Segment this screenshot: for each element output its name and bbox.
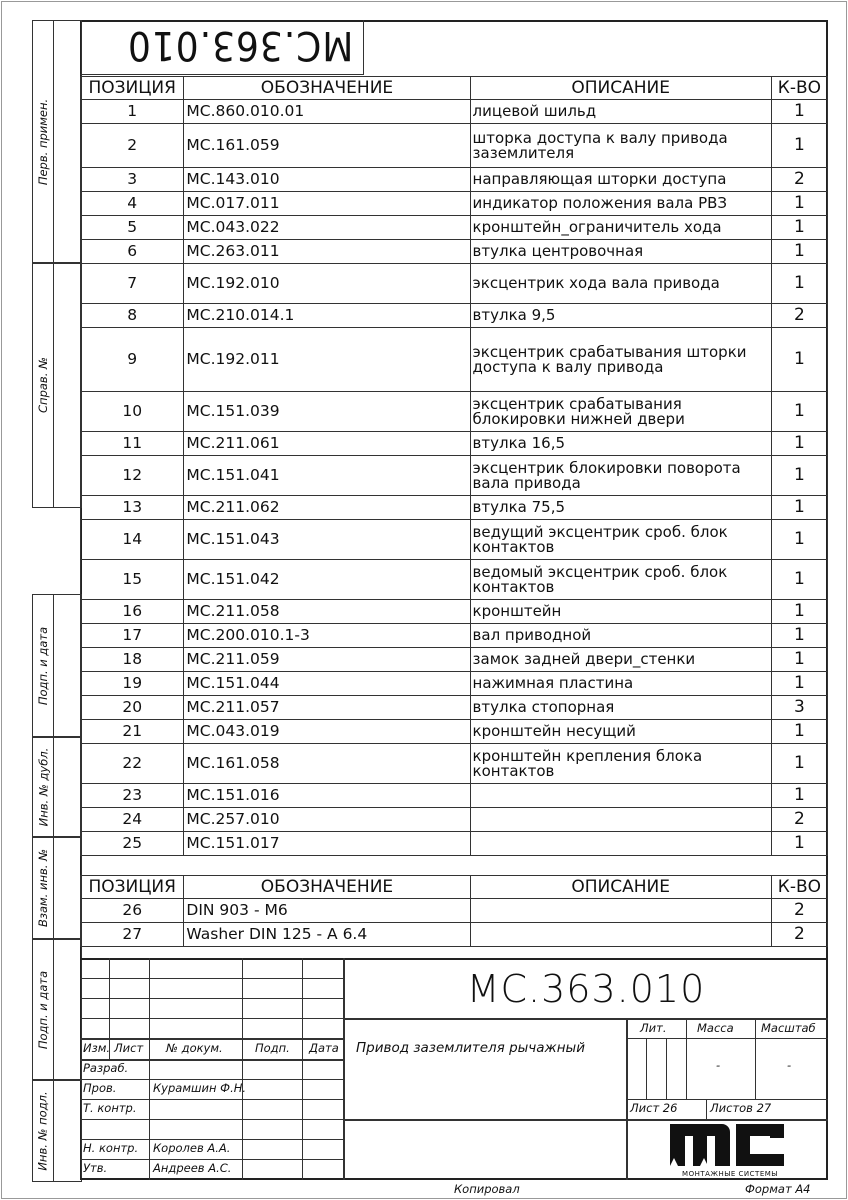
row-designation: МС.151.044 (184, 672, 470, 696)
row-description: эксцентрик хода вала привода (470, 264, 771, 304)
row-quantity: 1 (771, 264, 827, 304)
row-designation: МС.211.057 (184, 696, 470, 720)
row-designation: МС.192.010 (184, 264, 470, 304)
document-title: Привод заземлителя рычажный (356, 1040, 585, 1056)
table-row (81, 432, 828, 456)
standard-header-row (81, 876, 828, 899)
row-description: шторка доступа к валу привода заземлителя (470, 124, 771, 168)
table-row (81, 264, 828, 304)
row-description: втулка центровочная (470, 240, 771, 264)
row-description (470, 923, 771, 947)
col-doc-no: № докум. (166, 1041, 223, 1055)
row-designation: МС.143.010 (184, 168, 470, 192)
table-row (81, 784, 828, 808)
row-description: втулка стопорная (470, 696, 771, 720)
row-position: 23 (81, 784, 184, 808)
row-designation: МС.151.042 (184, 560, 470, 600)
row-position: 19 (81, 672, 184, 696)
row-quantity: 1 (771, 648, 827, 672)
row-designation: МС.211.058 (184, 600, 470, 624)
header-pos: ПОЗИЦИЯ (81, 876, 184, 899)
row-position: 25 (81, 832, 184, 856)
spec-table (80, 76, 828, 856)
table-row (81, 100, 828, 124)
row-designation: МС.151.043 (184, 520, 470, 560)
mass-value: - (716, 1058, 721, 1072)
table-row (81, 560, 828, 600)
document-code: МС.363.010 (466, 967, 706, 1011)
row-quantity: 1 (771, 192, 827, 216)
mc-logo-icon (660, 1120, 800, 1178)
scale-label: Масштаб (761, 1021, 816, 1035)
standard-table (80, 875, 828, 947)
row-quantity: 1 (771, 328, 827, 392)
row-designation: МС.043.022 (184, 216, 470, 240)
row-position: 2 (81, 124, 184, 168)
name-utv: Андреев А.С. (153, 1161, 232, 1175)
row-position: 27 (81, 923, 184, 947)
table-row (81, 456, 828, 496)
header-description: ОПИСАНИЕ (470, 876, 771, 899)
row-position: 1 (81, 100, 184, 124)
mass-label: Масса (697, 1021, 734, 1035)
role-prov: Пров. (83, 1081, 117, 1095)
side-vzam-inv (32, 836, 82, 940)
row-quantity: 1 (771, 392, 827, 432)
row-position: 17 (81, 624, 184, 648)
col-date: Дата (309, 1041, 339, 1055)
table-row (81, 624, 828, 648)
logo-caption: МОНТАЖНЫЕ СИСТЕМЫ (682, 1170, 778, 1178)
row-quantity: 1 (771, 720, 827, 744)
side-label: Перв. примен. (36, 98, 50, 186)
side-podp-data-2 (32, 938, 82, 1081)
table-row (81, 520, 828, 560)
row-position: 3 (81, 168, 184, 192)
table-row (81, 168, 828, 192)
row-quantity: 1 (771, 560, 827, 600)
side-perv-primen (32, 20, 82, 264)
table-row (81, 648, 828, 672)
header-qty: К-ВО (771, 876, 827, 899)
row-quantity: 1 (771, 520, 827, 560)
row-quantity: 1 (771, 744, 827, 784)
row-quantity: 1 (771, 832, 827, 856)
row-designation: МС.211.062 (184, 496, 470, 520)
name-n-kontr: Королев А.А. (153, 1141, 231, 1155)
lit-label: Лит. (640, 1021, 667, 1035)
table-row (81, 496, 828, 520)
row-description: эксцентрик срабатывания блокировки нижней двери (470, 392, 771, 432)
row-description: лицевой шильд (470, 100, 771, 124)
table-row (81, 808, 828, 832)
row-quantity: 1 (771, 600, 827, 624)
row-position: 12 (81, 456, 184, 496)
row-designation: МС.151.039 (184, 392, 470, 432)
header-designation: ОБОЗНАЧЕНИЕ (184, 876, 470, 899)
row-designation: МС.161.058 (184, 744, 470, 784)
row-designation: МС.257.010 (184, 808, 470, 832)
table-row (81, 696, 828, 720)
row-designation: МС.211.059 (184, 648, 470, 672)
row-designation: МС.161.059 (184, 124, 470, 168)
row-quantity: 1 (771, 100, 827, 124)
row-description: направляющая шторки доступа (470, 168, 771, 192)
row-quantity: 1 (771, 240, 827, 264)
row-position: 11 (81, 432, 184, 456)
row-quantity: 1 (771, 216, 827, 240)
row-quantity: 1 (771, 432, 827, 456)
company-logo (660, 1120, 800, 1178)
row-description (470, 832, 771, 856)
side-label: Взам. инв. № (36, 848, 50, 928)
row-designation: МС.192.011 (184, 328, 470, 392)
row-position: 16 (81, 600, 184, 624)
row-description (470, 784, 771, 808)
row-description: кронштейн крепления блока контактов (470, 744, 771, 784)
col-list: Лист (114, 1041, 144, 1055)
sheet-number: Лист 26 (630, 1101, 678, 1115)
table-row (81, 304, 828, 328)
row-quantity: 3 (771, 696, 827, 720)
row-position: 15 (81, 560, 184, 600)
row-quantity: 2 (771, 899, 827, 923)
row-position: 6 (81, 240, 184, 264)
row-description (470, 899, 771, 923)
row-designation: МС.210.014.1 (184, 304, 470, 328)
row-description (470, 808, 771, 832)
row-position: 21 (81, 720, 184, 744)
row-description: кронштейн (470, 600, 771, 624)
row-description: кронштейн_ограничитель хода (470, 216, 771, 240)
row-designation: МС.151.041 (184, 456, 470, 496)
row-designation: МС.200.010.1-3 (184, 624, 470, 648)
side-sprav-no (32, 262, 82, 508)
side-label: Инв. № подл. (36, 1090, 50, 1171)
header-qty: К-ВО (771, 77, 827, 100)
row-position: 4 (81, 192, 184, 216)
row-description: ведомый эксцентрик сроб. блок контактов (470, 560, 771, 600)
row-position: 14 (81, 520, 184, 560)
row-quantity: 1 (771, 784, 827, 808)
rotated-code: МС.363.010 (126, 22, 353, 68)
copied-label: Копировал (454, 1182, 520, 1196)
row-quantity: 2 (771, 168, 827, 192)
row-position: 18 (81, 648, 184, 672)
side-label: Справ. № (36, 357, 51, 413)
row-position: 5 (81, 216, 184, 240)
row-designation: МС.263.011 (184, 240, 470, 264)
row-description: втулка 9,5 (470, 304, 771, 328)
row-position: 20 (81, 696, 184, 720)
sheets-total: Листов 27 (710, 1101, 772, 1115)
table-row (81, 392, 828, 432)
row-designation: МС.151.017 (184, 832, 470, 856)
table-row (81, 923, 828, 947)
row-description: нажимная пластина (470, 672, 771, 696)
role-n-kontr: Н. контр. (83, 1141, 139, 1155)
row-designation: Washer DIN 125 - A 6.4 (184, 923, 470, 947)
table-row (81, 600, 828, 624)
table-row (81, 832, 828, 856)
name-prov: Курамшин Ф.Н. (153, 1081, 247, 1095)
row-position: 26 (81, 899, 184, 923)
row-quantity: 2 (771, 808, 827, 832)
row-position: 10 (81, 392, 184, 432)
format-label: Формат А4 (745, 1182, 811, 1196)
role-razrab: Разраб. (83, 1061, 129, 1075)
row-quantity: 2 (771, 304, 827, 328)
row-quantity: 1 (771, 672, 827, 696)
row-position: 24 (81, 808, 184, 832)
row-quantity: 1 (771, 496, 827, 520)
spec-header-row (81, 77, 828, 100)
row-designation: МС.211.061 (184, 432, 470, 456)
row-description: эксцентрик блокировки поворота вала привода (470, 456, 771, 496)
side-inv-dubl (32, 736, 82, 838)
row-quantity: 1 (771, 124, 827, 168)
row-designation: МС.860.010.01 (184, 100, 470, 124)
row-description: втулка 16,5 (470, 432, 771, 456)
table-row (81, 328, 828, 392)
row-position: 22 (81, 744, 184, 784)
row-description: втулка 75,5 (470, 496, 771, 520)
row-description: эксцентрик срабатывания шторки доступа к валу привода (470, 328, 771, 392)
side-label: Подп. и дата (36, 970, 50, 1049)
row-description: индикатор положения вала РВЗ (470, 192, 771, 216)
table-row (81, 744, 828, 784)
scale-value: - (787, 1058, 792, 1072)
row-position: 7 (81, 264, 184, 304)
row-quantity: 1 (771, 456, 827, 496)
side-inv-podl (32, 1079, 82, 1182)
row-designation: МС.151.016 (184, 784, 470, 808)
role-utv: Утв. (83, 1161, 108, 1175)
rotated-code-stamp (80, 20, 364, 75)
side-label: Подп. и дата (36, 626, 50, 706)
table-row (81, 672, 828, 696)
row-position: 8 (81, 304, 184, 328)
table-row (81, 216, 828, 240)
row-designation: DIN 903 - M6 (184, 899, 470, 923)
table-row (81, 192, 828, 216)
table-row (81, 899, 828, 923)
header-designation: ОБОЗНАЧЕНИЕ (184, 77, 470, 100)
row-description: замок задней двери_стенки (470, 648, 771, 672)
table-row (81, 720, 828, 744)
header-pos: ПОЗИЦИЯ (81, 77, 184, 100)
table-row (81, 124, 828, 168)
role-t-kontr: Т. контр. (83, 1101, 137, 1115)
row-description: вал приводной (470, 624, 771, 648)
row-designation: МС.017.011 (184, 192, 470, 216)
table-row (81, 240, 828, 264)
row-description: кронштейн несущий (470, 720, 771, 744)
col-sign: Подп. (255, 1041, 290, 1055)
side-podp-data-1 (32, 594, 82, 738)
row-quantity: 2 (771, 923, 827, 947)
row-quantity: 1 (771, 624, 827, 648)
row-description: ведущий эксцентрик сроб. блок контактов (470, 520, 771, 560)
row-position: 9 (81, 328, 184, 392)
side-label: Инв. № дубл. (36, 747, 50, 827)
header-description: ОПИСАНИЕ (470, 77, 771, 100)
col-izm: Изм. (83, 1041, 111, 1055)
row-position: 13 (81, 496, 184, 520)
row-designation: МС.043.019 (184, 720, 470, 744)
